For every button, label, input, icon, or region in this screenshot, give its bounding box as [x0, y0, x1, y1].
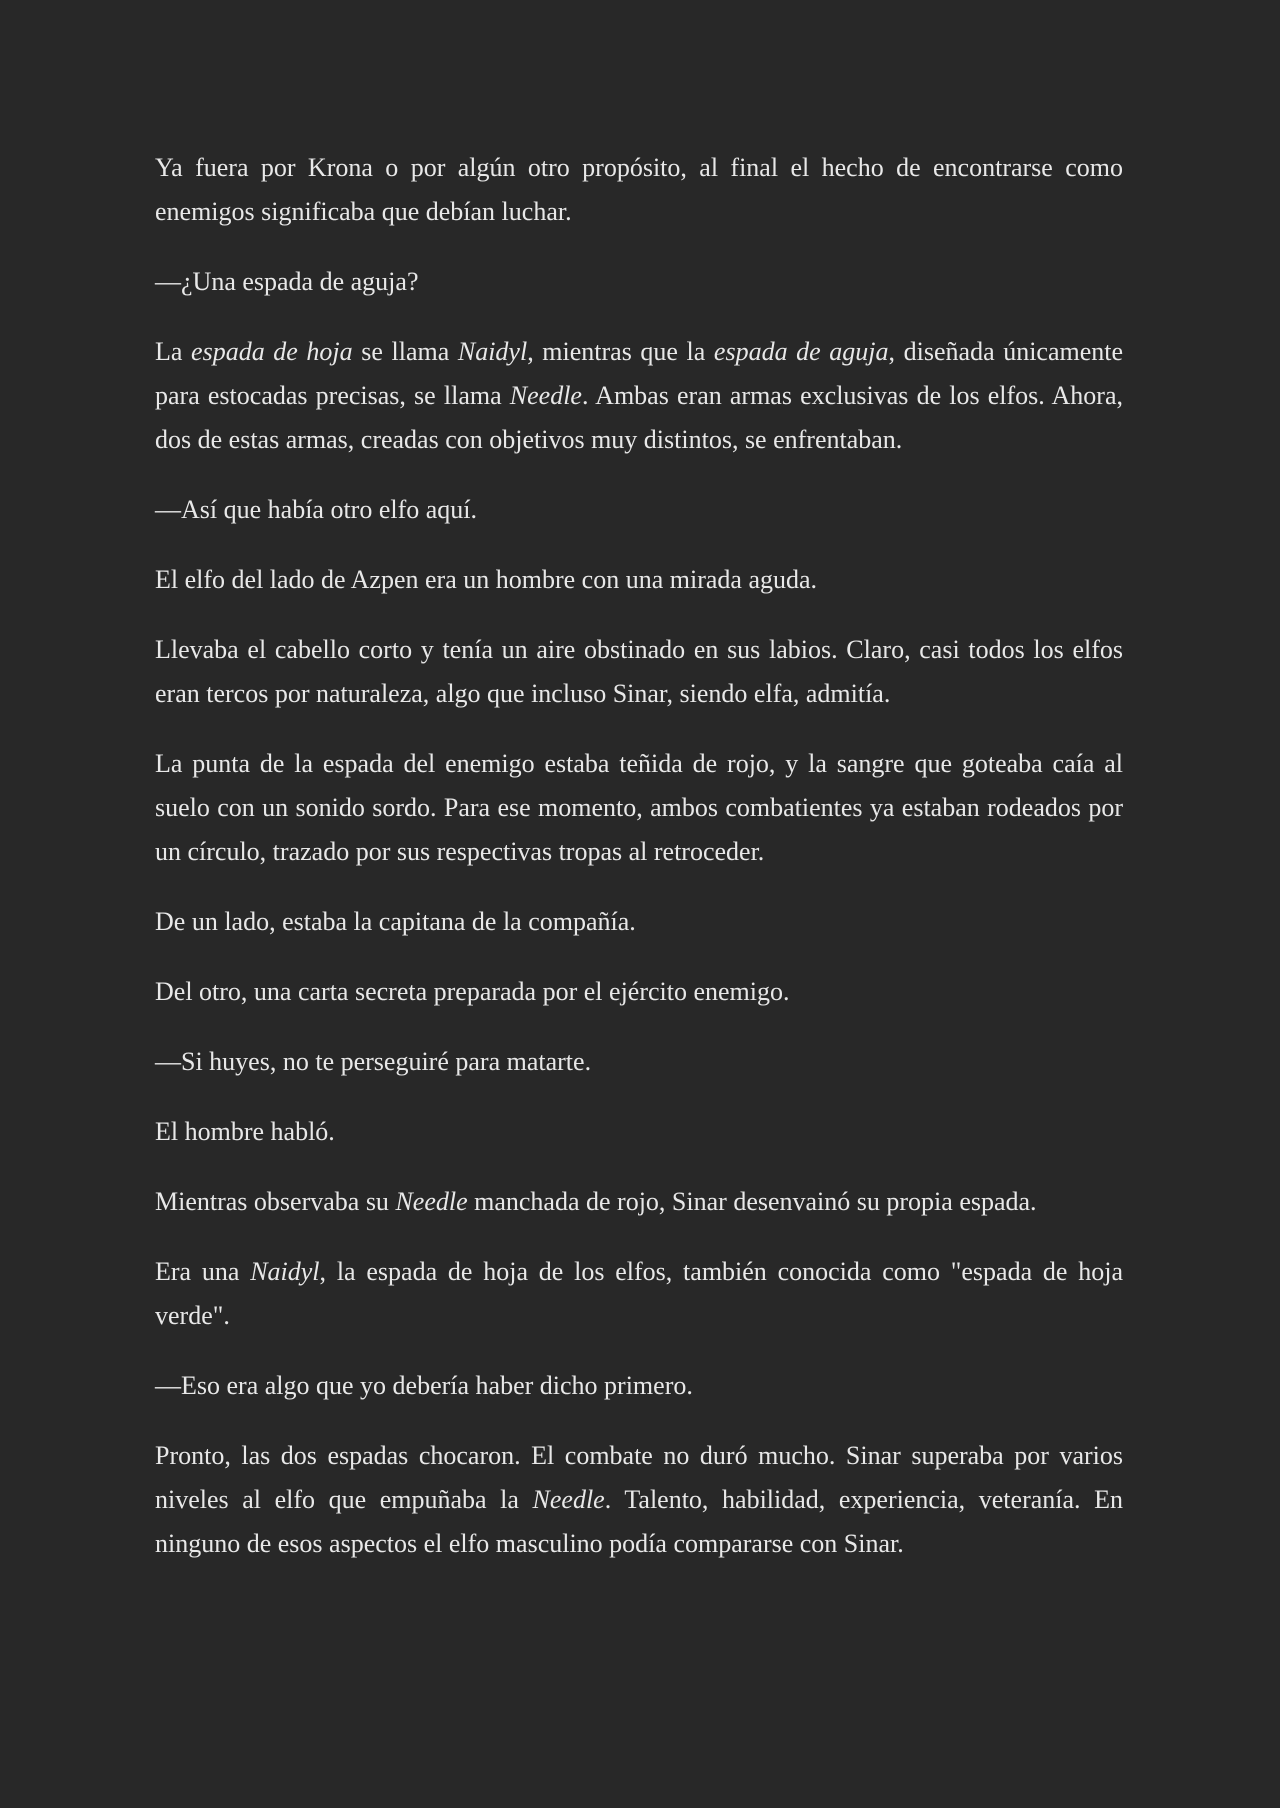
text-run: , mientras que la: [527, 337, 714, 366]
text-run: La punta de la espada del enemigo estaba teñida de rojo, y la sangre que goteaba caía al suelo con un sonido sordo. Para ese momento, ambos combatientes ya estaban rodeados por un círculo, trazado por sus respectivas tropas al retroceder.: [155, 749, 1123, 866]
italic-term: Needle: [509, 381, 582, 410]
text-run: Mientras observaba su: [155, 1187, 396, 1216]
text-run: El hombre habló.: [155, 1117, 335, 1146]
paragraph: [155, 1364, 1123, 1408]
text-run: El elfo del lado de Azpen era un hombre con una mirada aguda.: [155, 565, 818, 594]
paragraph: [155, 628, 1123, 716]
text-run: Era una: [155, 1257, 251, 1286]
text-run: Del otro, una carta secreta preparada por el ejército enemigo.: [155, 977, 790, 1006]
text-run: La: [155, 337, 192, 366]
text-run: Pronto, las dos espadas chocaron. El combate no duró mucho. Sinar superaba por varios niveles al elfo que empuñaba la: [155, 1441, 1123, 1514]
paragraph: [155, 260, 1123, 304]
paragraph: [155, 488, 1123, 532]
text-run: De un lado, estaba la capitana de la compañía.: [155, 907, 636, 936]
italic-term: Needle: [395, 1187, 468, 1216]
text-run: manchada de rojo, Sinar desenvainó su propia espada.: [467, 1187, 1037, 1216]
italic-term: Naidyl: [457, 337, 528, 366]
paragraph: [155, 558, 1123, 602]
italic-term: Needle: [532, 1485, 605, 1514]
paragraph: [155, 900, 1123, 944]
text-run: , la espada de hoja de los elfos, también conocida como "espada de hoja verde".: [155, 1257, 1123, 1330]
text-run: . Ambas eran armas exclusivas de los elfos. Ahora, dos de estas armas, creadas con objetivos muy distintos, se enfrentaban.: [155, 381, 1123, 454]
text-run: —Si huyes, no te perseguiré para matarte.: [155, 1047, 592, 1076]
italic-term: Naidyl: [250, 1257, 320, 1286]
paragraph: [155, 146, 1123, 234]
italic-term: espada de hoja: [191, 337, 353, 366]
reading-pane: [155, 146, 1123, 1592]
chapter-text: [155, 146, 1123, 1566]
paragraph: [155, 1180, 1123, 1224]
italic-term: espada de aguja: [713, 337, 889, 366]
text-run: —¿Una espada de aguja?: [155, 267, 419, 296]
text-run: , diseñada únicamente para estocadas precisas, se llama: [155, 337, 1124, 410]
text-run: . Talento, habilidad, experiencia, veteranía. En ninguno de esos aspectos el elfo masculino podía compararse con Sinar.: [155, 1485, 1124, 1558]
paragraph: [155, 970, 1123, 1014]
paragraph: [155, 1434, 1123, 1566]
text-run: Ya fuera por Krona o por algún otro propósito, al final el hecho de encontrarse como enemigos significaba que debían luchar.: [155, 153, 1123, 226]
text-run: Llevaba el cabello corto y tenía un aire obstinado en sus labios. Claro, casi todos los elfos eran tercos por naturaleza, algo que incluso Sinar, siendo elfa, admitía.: [155, 635, 1123, 708]
paragraph: [155, 1250, 1123, 1338]
text-run: —Así que había otro elfo aquí.: [155, 495, 478, 524]
paragraph: [155, 1040, 1123, 1084]
paragraph: [155, 742, 1123, 874]
paragraph: [155, 330, 1123, 462]
paragraph: [155, 1110, 1123, 1154]
text-run: se llama: [352, 337, 458, 366]
text-run: —Eso era algo que yo debería haber dicho primero.: [155, 1371, 693, 1400]
